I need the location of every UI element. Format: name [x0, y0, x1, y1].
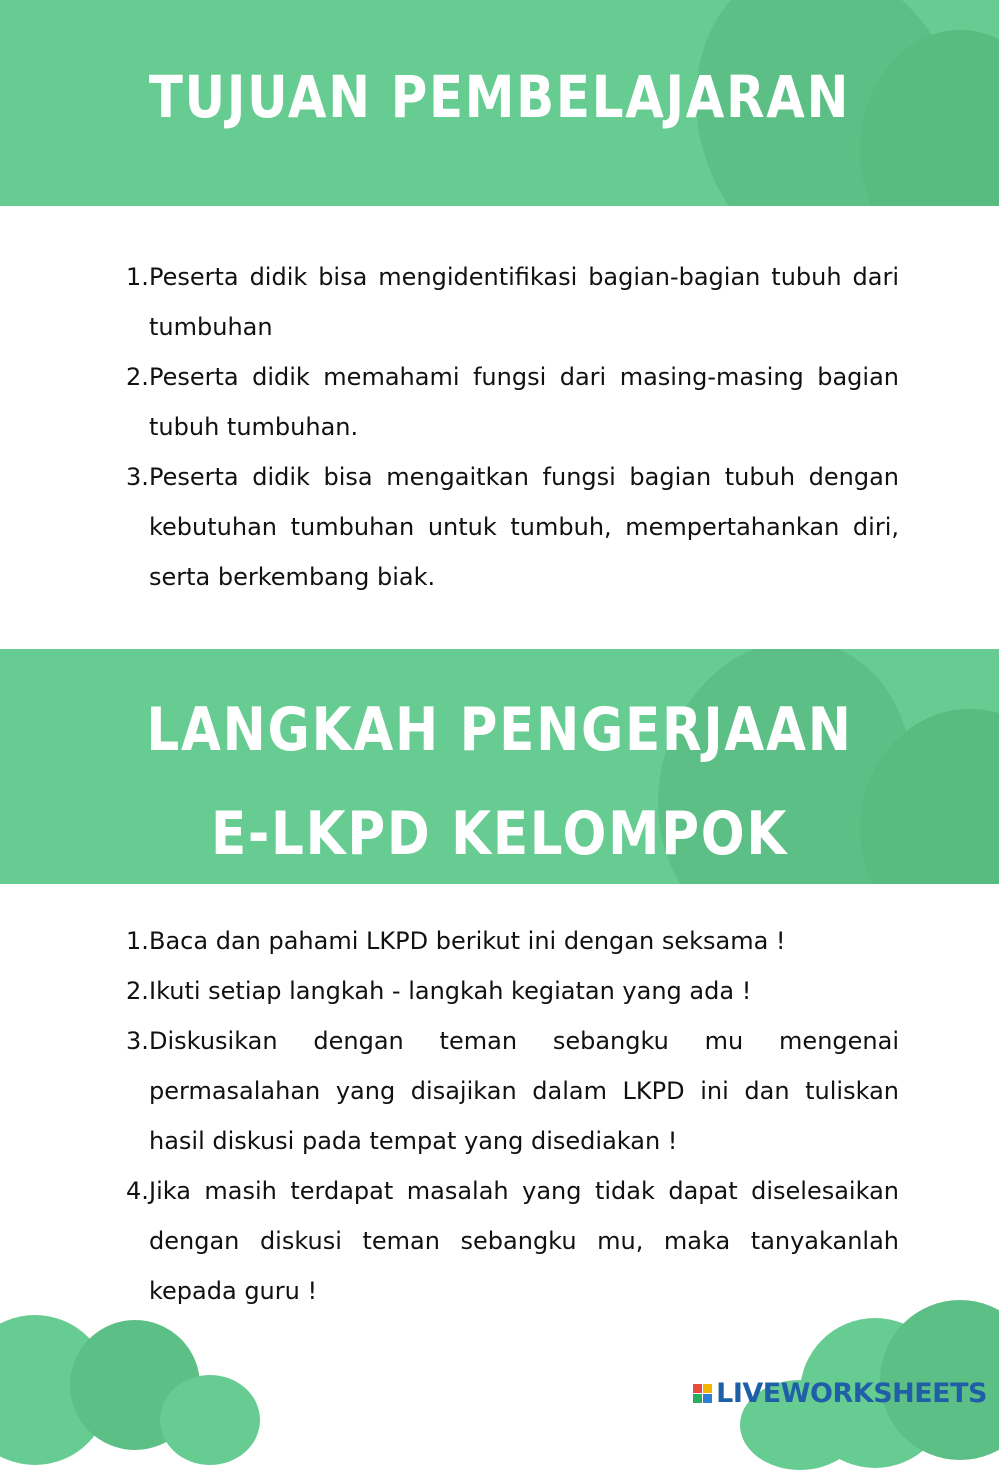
title-line: LANGKAH PENGERJAAN	[146, 695, 853, 765]
steps-list	[119, 916, 899, 1316]
list-item	[119, 1016, 899, 1166]
header-banner-objectives	[0, 0, 999, 206]
list-item	[119, 452, 899, 602]
item-text: Jika masih terdapat masalah yang tidak dapat diselesaikan dengan diskusi teman sebangku mu, maka tanyakanlah kepada guru !	[149, 1177, 899, 1305]
section-title-objectives: TUJUAN PEMBELAJARAN	[148, 63, 851, 131]
bush-decoration-left	[160, 1375, 260, 1465]
header-banner-steps	[0, 649, 999, 884]
item-text: Ikuti setiap langkah - langkah kegiatan yang ada !	[149, 977, 752, 1005]
item-text: Diskusikan dengan teman sebangku mu mengenai permasalahan yang disajikan dalam LKPD ini dan tuliskan hasil diskusi pada tempat yang disediakan !	[149, 1027, 899, 1155]
list-item	[119, 916, 899, 966]
item-text: Baca dan pahami LKPD berikut ini dengan seksama !	[149, 927, 786, 955]
section-title-steps	[70, 678, 929, 884]
item-number: 2.	[126, 363, 149, 391]
item-text: Peserta didik bisa mengaitkan fungsi bagian tubuh dengan kebutuhan tumbuhan untuk tumbuh, mempertahankan diri, serta berkembang biak.	[149, 463, 899, 591]
list-item	[119, 1166, 899, 1316]
list-item	[119, 966, 899, 1016]
item-number: 3.	[126, 1027, 149, 1055]
liveworksheets-logo-icon	[693, 1384, 712, 1403]
watermark-text: LIVEWORKSHEETS	[716, 1378, 987, 1409]
liveworksheets-watermark	[693, 1378, 987, 1409]
list-item	[119, 352, 899, 452]
item-text: Peserta didik bisa mengidentifikasi bagian-bagian tubuh dari tumbuhan	[149, 263, 899, 341]
item-number: 4.	[126, 1177, 149, 1205]
list-item	[119, 252, 899, 352]
objectives-list	[119, 252, 899, 602]
title-line: E-LKPD KELOMPOK	[210, 799, 789, 869]
item-number: 1.	[126, 927, 149, 955]
item-number: 3.	[126, 463, 149, 491]
item-text: Peserta didik memahami fungsi dari masing-masing bagian tubuh tumbuhan.	[149, 363, 899, 441]
item-number: 1.	[126, 263, 149, 291]
item-number: 2.	[126, 977, 149, 1005]
